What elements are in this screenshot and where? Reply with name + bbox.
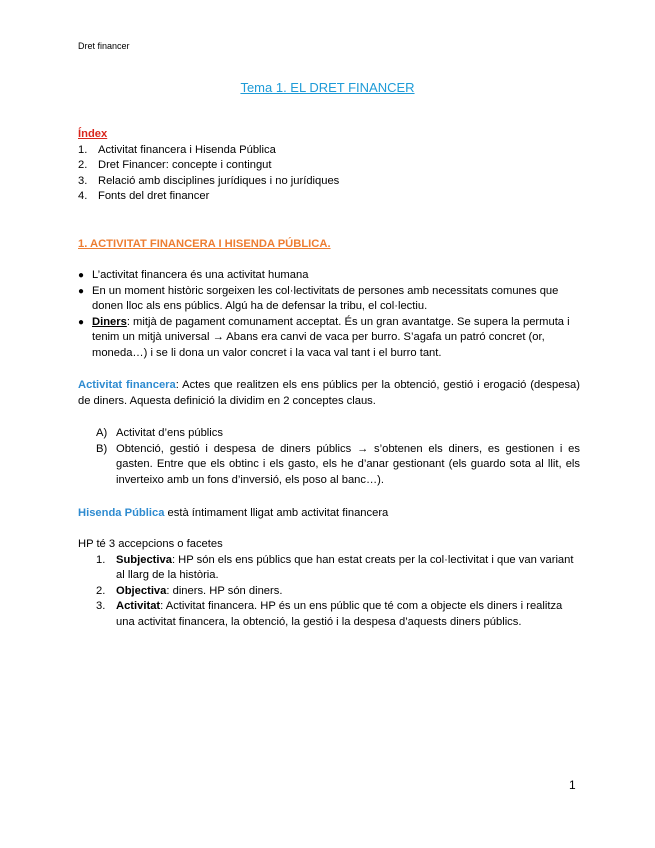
bullet-item [78,284,580,315]
hisenda-term: Hisenda Pública [78,507,165,519]
index-item-text: Relació amb disciplines jurídiques i no jurídiques [98,174,340,187]
index-item [78,143,580,159]
facet-text: : diners. HP són diners. [166,584,283,597]
index-item [78,174,580,190]
facet-text: : HP són els ens públics que han estat creats per la col·lectivitat i que van variant al llarg de la història. [116,553,574,582]
index-item-number: 1. [78,143,88,156]
bullet-item [78,315,580,362]
facets-intro: HP té 3 accepcions o facetes [78,538,223,550]
facets-list [78,553,580,631]
concepts-block [78,426,580,488]
index-item-text: Dret Financer: concepte i contingut [98,159,272,172]
index-item-text: Fonts del dret financer [98,190,210,203]
index-item-number: 2. [78,159,88,172]
facet-marker: 2. [96,584,106,597]
index-block [78,127,580,205]
facet-item [78,584,580,600]
concepts-list [78,426,580,488]
concept-marker: A) [96,427,108,439]
facet-text: : Activitat financera. HP és un ens públic que té com a objecte els diners i realitza una activitat financera, la obtenció, la gestió i la despesa d’aquests diners públics. [116,600,563,628]
facet-term: Activitat [116,600,161,613]
bullet-block [78,268,580,362]
hisenda-line [78,506,580,522]
facets-block [78,537,580,631]
bullet-icon: ● [78,316,85,328]
activitat-definition [78,378,580,409]
index-item [78,158,580,174]
bullet-text: : mitjà de pagament comunament acceptat. És un gran avantatge. Se supera la permuta i tenim un mitjà universal → Abans era canvi de vaca per burro. S’agafa un patró concret (or, moneda…) i se li dona un valor concret i la vaca val tant i el burro tant. [92,315,570,359]
bullet-item [78,268,580,284]
bullet-term: Diners [92,315,127,328]
bullet-text: L’activitat financera és una activitat humana [92,269,309,281]
facet-item [78,599,580,630]
index-item [78,189,580,205]
concept-marker: B) [96,442,108,455]
facet-marker: 1. [96,553,106,566]
running-header: Dret financer [78,41,130,51]
bullet-icon: ● [78,270,85,281]
page-title: Tema 1. EL DRET FINANCER [240,80,415,95]
activitat-text: : Actes que realitzen els ens públics per la obtenció, gestió i erogació (despesa) de diners. Aquesta definició la dividim en 2 conceptes claus. [78,379,580,407]
facet-marker: 3. [96,600,106,613]
index-item-number: 3. [78,174,88,187]
concept-text: Activitat d’ens públics [116,427,223,439]
hisenda-text: està íntimament lligat amb activitat financera [164,507,389,519]
page-number: 1 [569,778,576,792]
concept-item [78,442,580,489]
bullet-text: En un moment històric sorgeixen les col·lectivitats de persones amb necessitats comunes que donen lloc als ens públics. Algú ha de defensar la tribu, el col·lectiu. [92,284,559,313]
index-item-text: Activitat financera i Hisenda Pública [98,143,276,156]
bullet-list [78,268,580,362]
facet-term: Objectiva [116,584,167,597]
bullet-icon: ● [78,285,85,297]
index-item-number: 4. [78,190,88,203]
concept-item [78,426,580,442]
section-heading: 1. ACTIVITAT FINANCERA I HISENDA PÚBLICA. [78,238,331,250]
index-list [78,143,580,205]
concept-text: Obtenció, gestió i despesa de diners públics → s’obtenen els diners, es gestionen i es gasten. Entre que els obtinc i els gasto, els he d’anar gestionant (els guardo sota al llit, els inverteixo amb un fons d’inversió, els poso al banc…). [116,442,580,486]
index-heading: Índex [78,128,108,140]
activitat-term: Activitat financera [78,379,176,391]
facet-term: Subjectiva [116,553,172,566]
facet-item [78,553,580,584]
